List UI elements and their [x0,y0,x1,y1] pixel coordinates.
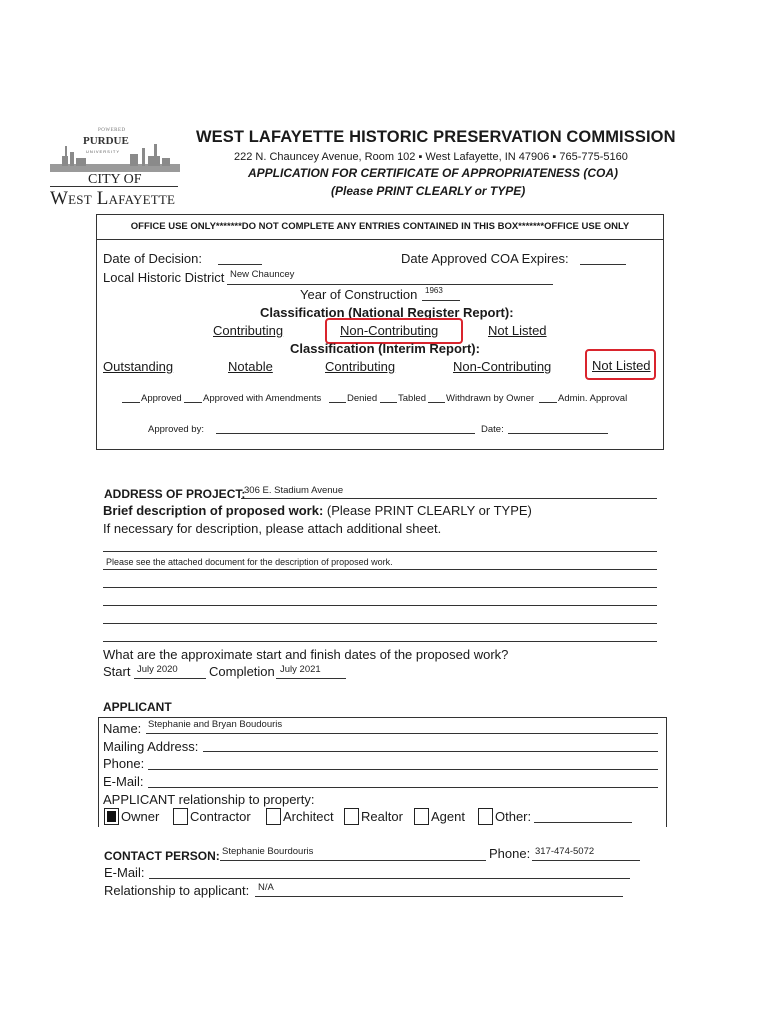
relationship-to-applicant-value: N/A [258,882,274,893]
interim-option-not-listed[interactable]: Not Listed [592,358,651,373]
brief-description-note: (Please PRINT CLEARLY or TYPE) [326,503,532,518]
contact-phone-value: 317-474-5072 [535,846,595,857]
interim-selected-highlight [585,349,656,380]
logo-sponsor-text: POWERED [98,128,126,133]
description-line-3[interactable] [103,587,657,588]
logo-city-of-text: CITY OF [88,172,142,187]
contact-email-label: E-Mail: [104,865,145,880]
completion-label: Completion [209,664,275,679]
other-checkbox[interactable] [478,808,493,825]
relationship-to-applicant-label: Relationship to applicant: [104,883,250,898]
relationship-to-applicant-line[interactable] [255,896,623,897]
owner-checkbox[interactable] [104,808,119,825]
dates-question: What are the approximate start and finish dates of the proposed work? [103,647,509,662]
admin-check-line[interactable] [539,402,557,403]
approved-amend-check-line[interactable] [184,402,202,403]
applicant-name-value: Stephanie and Bryan Boudouris [148,719,283,730]
owner-option-label: Owner [121,809,160,824]
nr-classification-heading: Classification (National Register Report): [260,305,514,320]
description-line-1[interactable] [103,551,657,552]
contact-email-line[interactable] [149,878,630,879]
interim-option-non-contributing[interactable]: Non-Contributing [453,359,552,374]
start-label: Start [103,664,131,679]
attach-note: If necessary for description, please attach additional sheet. [103,521,442,536]
description-line-4[interactable] [103,605,657,606]
architect-checkbox[interactable] [266,808,281,825]
applicant-phone-label: Phone: [103,756,145,771]
date-approved-line[interactable] [580,264,626,265]
date-approved-label: Date Approved COA Expires: [401,251,569,266]
contractor-checkbox[interactable] [173,808,188,825]
logo-west-lafayette-text: West Lafayette [50,188,176,209]
contact-person-value: Stephanie Bourdouris [222,846,314,857]
applicant-name-line[interactable] [146,733,658,734]
description-line-5[interactable] [103,623,657,624]
applicant-email-line[interactable] [148,787,658,788]
agent-checkbox[interactable] [414,808,429,825]
office-date-label: Date: [481,424,504,435]
contact-person-line[interactable] [220,860,486,861]
commission-address: 222 N. Chauncey Avenue, Room 102 ▪ West Lafayette, IN 47906 ▪ 765-775-5160 [234,151,628,163]
logo-purdue-text: PURDUE [83,135,129,147]
year-line[interactable] [422,300,460,301]
local-district-value: New Chauncey [230,269,295,280]
description-line-2[interactable] [103,569,657,570]
year-value: 1963 [425,286,443,295]
interim-classification-heading: Classification (Interim Report): [290,341,480,356]
applicant-email-label: E-Mail: [103,774,144,789]
outcome-approved-amendments: Approved with Amendments [203,393,322,404]
nr-option-non-contributing[interactable]: Non-Contributing [340,323,439,338]
tabled-check-line[interactable] [380,402,397,403]
date-of-decision-label: Date of Decision: [103,251,202,266]
office-use-header: OFFICE USE ONLY*******DO NOT COMPLETE ANY ENTRIES CONTAINED IN THIS BOX*******OFFICE USE ONLY [96,214,664,240]
contact-phone-line[interactable] [532,860,640,861]
agent-option-label: Agent [431,809,465,824]
mailing-address-label: Mailing Address: [103,739,199,754]
completion-value: July 2021 [280,664,321,675]
realtor-option-label: Realtor [361,809,403,824]
brief-description-row [103,503,532,518]
relationship-label: APPLICANT relationship to property: [103,792,315,807]
office-date-line[interactable] [508,433,608,434]
interim-option-outstanding[interactable]: Outstanding [103,359,174,374]
nr-option-not-listed[interactable]: Not Listed [488,323,547,338]
other-line[interactable] [534,822,632,823]
approved-by-label: Approved by: [148,424,204,435]
brief-description-label: Brief description of proposed work: [103,503,324,518]
applicant-phone-line[interactable] [148,769,658,770]
other-option-label: Other: [495,809,532,824]
description-value: Please see the attached document for the description of proposed work. [106,557,393,567]
application-title: APPLICATION FOR CERTIFICATE OF APPROPRIATENESS (COA) [248,166,619,180]
withdrawn-check-line[interactable] [428,402,445,403]
outcome-denied: Denied [347,393,378,404]
start-value: July 2020 [137,664,178,675]
skyline-icon [50,142,180,174]
outcome-admin-approval: Admin. Approval [558,393,628,404]
mailing-address-line[interactable] [203,751,658,752]
form-title: WEST LAFAYETTE HISTORIC PRESERVATION COMMISSION [196,128,676,146]
applicant-name-label: Name: [103,721,142,736]
approved-by-line[interactable] [216,433,475,434]
description-line-6[interactable] [103,641,657,642]
approved-check-line[interactable] [122,402,140,403]
outcome-withdrawn: Withdrawn by Owner [446,393,535,404]
contact-phone-label: Phone: [489,846,531,861]
print-note: (Please PRINT CLEARLY or TYPE) [331,184,526,198]
interim-option-notable[interactable]: Notable [228,359,273,374]
contractor-option-label: Contractor [190,809,251,824]
interim-option-contributing[interactable]: Contributing [325,359,396,374]
denied-check-line[interactable] [329,402,346,403]
logo-university-text: UNIVERSITY [86,149,121,154]
outcome-tabled: Tabled [398,393,426,404]
local-district-line[interactable] [227,284,553,285]
project-address-value: 306 E. Stadium Avenue [244,485,344,496]
date-of-decision-line[interactable] [218,264,262,265]
nr-option-contributing[interactable]: Contributing [213,323,284,338]
outcome-approved: Approved [141,393,182,404]
project-address-label: ADDRESS OF PROJECT: [104,487,246,501]
project-address-line[interactable] [241,498,657,499]
start-line[interactable] [134,678,206,679]
applicant-heading: APPLICANT [103,700,172,714]
realtor-checkbox[interactable] [344,808,359,825]
completion-line[interactable] [276,678,346,679]
contact-person-label: CONTACT PERSON: [104,849,220,863]
local-district-label: Local Historic District [103,270,225,285]
architect-option-label: Architect [283,809,334,824]
city-logo [50,128,180,218]
year-label: Year of Construction [300,287,418,302]
